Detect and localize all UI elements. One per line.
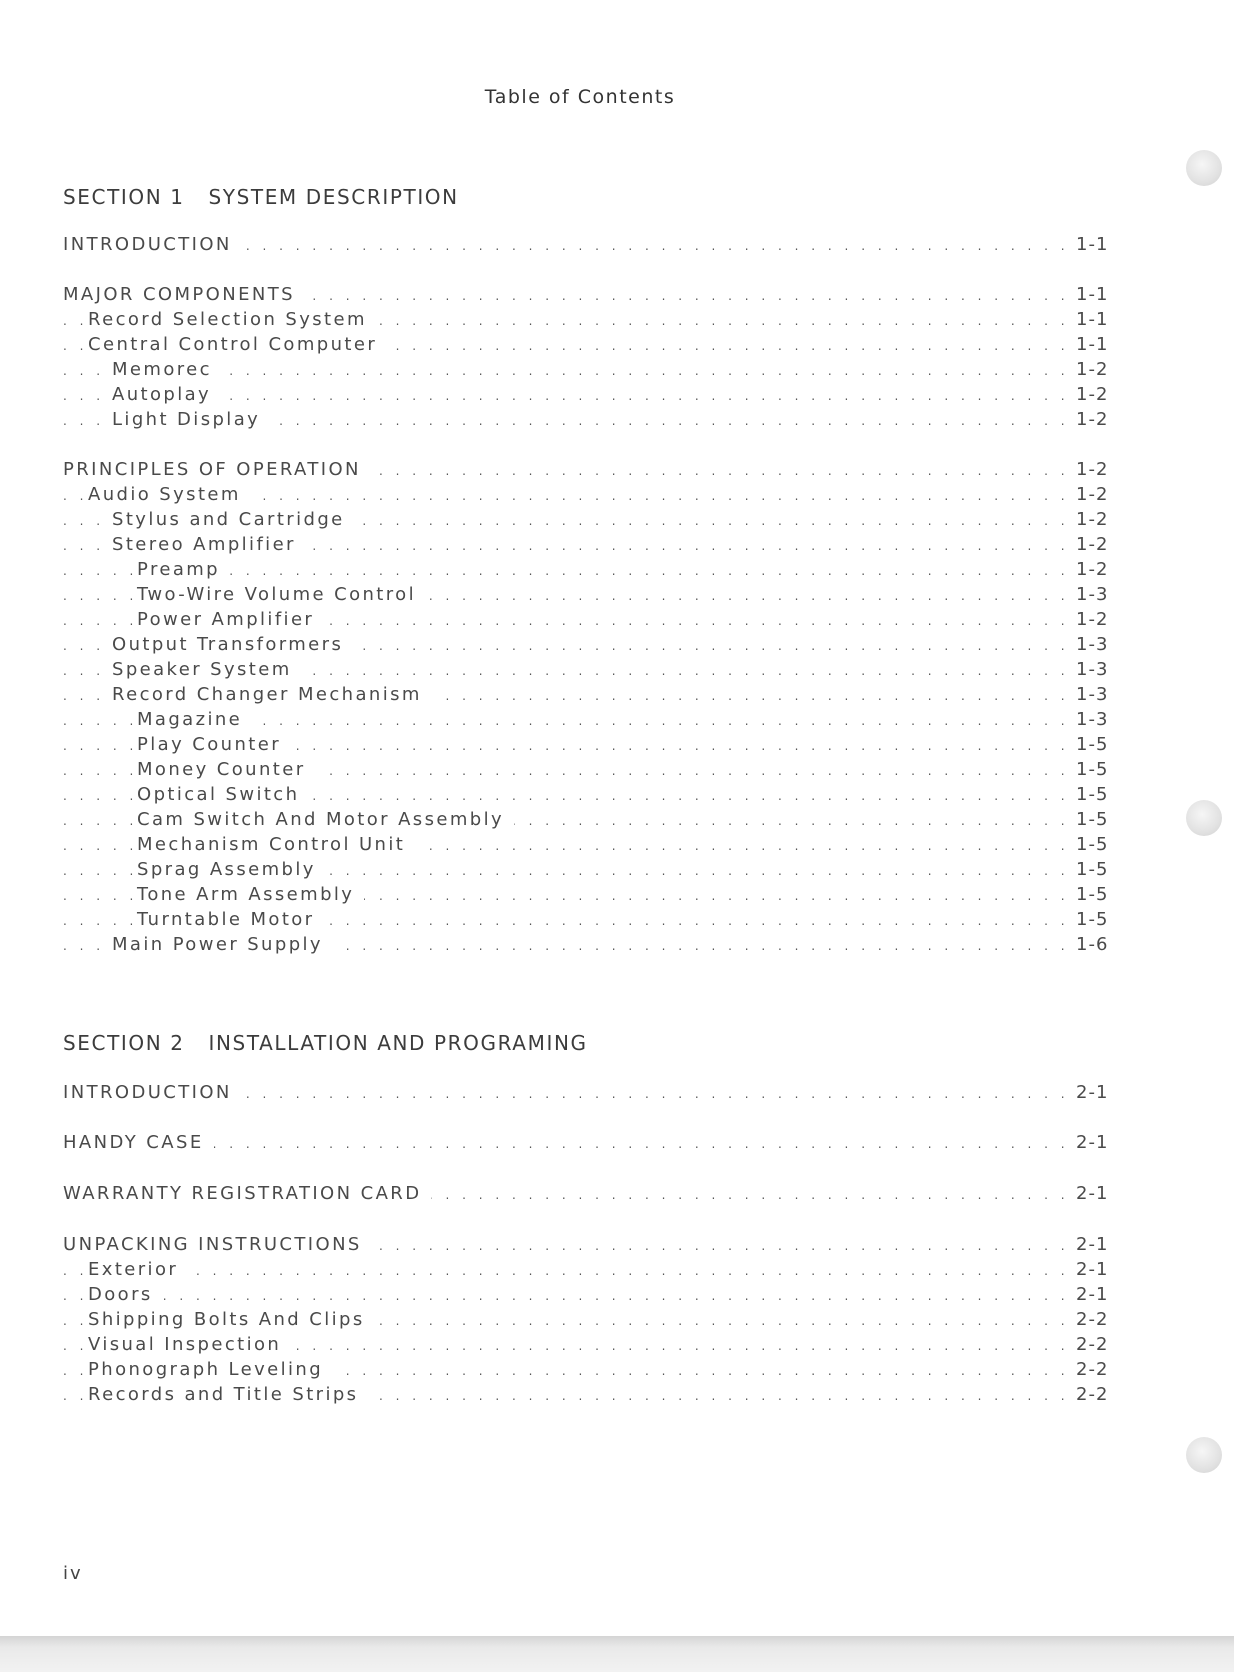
toc-entry-page: 1-2 <box>1072 459 1108 480</box>
toc-entry-title: Output Transformers <box>112 634 353 655</box>
toc-entry-title: Cam Switch And Motor Assembly <box>137 809 514 830</box>
toc-entry-page: 1-5 <box>1072 809 1108 830</box>
toc-entry-title: Audio System <box>88 484 251 505</box>
toc-entry-title: Exterior <box>88 1259 188 1280</box>
section-2-heading: SECTION 2 INSTALLATION AND PROGRAMING <box>63 1031 588 1055</box>
toc-entry-page: 1-3 <box>1072 684 1108 705</box>
toc-entry-title: Shipping Bolts And Clips <box>88 1309 375 1330</box>
punch-hole <box>1186 150 1222 186</box>
toc-entry[interactable] <box>0 509 1110 533</box>
scan-bottom-edge <box>0 1636 1234 1672</box>
toc-entry[interactable] <box>0 309 1110 333</box>
page-title: Table of Contents <box>484 86 676 108</box>
toc-entry-title: UNPACKING INSTRUCTIONS <box>63 1234 372 1255</box>
toc-entry-title: Phonograph Leveling <box>88 1359 333 1380</box>
toc-entry-title: PRINCIPLES OF OPERATION <box>63 459 371 480</box>
toc-entry[interactable] <box>0 609 1110 633</box>
toc-entry-title: Visual Inspection <box>88 1334 291 1355</box>
toc-entry-title: Preamp <box>137 559 230 580</box>
toc-entry[interactable] <box>0 734 1110 758</box>
toc-entry[interactable] <box>0 659 1110 683</box>
toc-entry-page: 1-5 <box>1072 834 1108 855</box>
toc-entry-page: 1-1 <box>1072 234 1108 255</box>
toc-entry-title: Speaker System <box>112 659 302 680</box>
page-number: iv <box>63 1563 83 1584</box>
toc-entry[interactable] <box>0 709 1110 733</box>
toc-entry[interactable] <box>0 1234 1110 1258</box>
toc-entry[interactable] <box>0 1359 1110 1383</box>
toc-entry-page: 1-2 <box>1072 559 1108 580</box>
toc-entry-title: Money Counter <box>137 759 316 780</box>
toc-entry-page: 1-5 <box>1072 759 1108 780</box>
toc-entry[interactable] <box>0 234 1110 258</box>
toc-entry[interactable] <box>0 1132 1110 1156</box>
toc-entry-page: 1-3 <box>1072 659 1108 680</box>
toc-entry[interactable] <box>0 559 1110 583</box>
toc-entry-page: 2-2 <box>1072 1359 1108 1380</box>
toc-entry[interactable] <box>0 634 1110 658</box>
toc-entry[interactable] <box>0 409 1110 433</box>
toc-entry-page: 1-5 <box>1072 784 1108 805</box>
toc-entry-title: Memorec <box>112 359 222 380</box>
toc-entry-title: Central Control Computer <box>88 334 387 355</box>
toc-entry-page: 1-1 <box>1072 334 1108 355</box>
toc-entry-page: 2-2 <box>1072 1309 1108 1330</box>
toc-entry-page: 1-2 <box>1072 359 1108 380</box>
toc-entry[interactable] <box>0 584 1110 608</box>
toc-entry-page: 1-2 <box>1072 409 1108 430</box>
toc-entry-title: Main Power Supply <box>112 934 333 955</box>
toc-entry-page: 1-1 <box>1072 284 1108 305</box>
toc-entry[interactable] <box>0 1334 1110 1358</box>
toc-entry-page: 1-3 <box>1072 634 1108 655</box>
toc-entry-page: 1-2 <box>1072 534 1108 555</box>
toc-entry-page: 1-5 <box>1072 859 1108 880</box>
toc-entry[interactable] <box>0 809 1110 833</box>
toc-entry-page: 2-1 <box>1072 1234 1108 1255</box>
section-1-heading: SECTION 1 SYSTEM DESCRIPTION <box>63 185 459 209</box>
punch-hole <box>1186 1437 1222 1473</box>
toc-entry-title: Power Amplifier <box>137 609 324 630</box>
toc-entry-title: INTRODUCTION <box>63 1082 242 1103</box>
toc-entry-page: 2-1 <box>1072 1183 1108 1204</box>
toc-entry-title: MAJOR COMPONENTS <box>63 284 305 305</box>
toc-entry[interactable] <box>0 834 1110 858</box>
toc-entry-page: 2-2 <box>1072 1384 1108 1405</box>
toc-entry-title: Play Counter <box>137 734 291 755</box>
toc-entry[interactable] <box>0 684 1110 708</box>
toc-entry-page: 2-1 <box>1072 1132 1108 1153</box>
punch-hole <box>1186 800 1222 836</box>
toc-entry-title: Autoplay <box>112 384 221 405</box>
toc-entry-title: Stylus and Cartridge <box>112 509 355 530</box>
toc-entry-title: Two-Wire Volume Control <box>137 584 426 605</box>
toc-entry[interactable] <box>0 534 1110 558</box>
toc-entry-title: Doors <box>88 1284 163 1305</box>
toc-entry-page: 1-6 <box>1072 934 1108 955</box>
toc-entry-title: HANDY CASE <box>63 1132 214 1153</box>
toc-entry-title: Record Selection System <box>88 309 377 330</box>
toc-entry-title: Tone Arm Assembly <box>137 884 364 905</box>
toc-entry-page: 1-2 <box>1072 484 1108 505</box>
toc-entry-title: Sprag Assembly <box>137 859 326 880</box>
toc-entry[interactable] <box>0 759 1110 783</box>
toc-entry[interactable] <box>0 1259 1110 1283</box>
toc-entry[interactable] <box>0 484 1110 508</box>
toc-entry-title: INTRODUCTION <box>63 234 242 255</box>
dot-leader <box>63 1264 1073 1278</box>
toc-entry[interactable] <box>0 334 1110 358</box>
toc-entry-title: WARRANTY REGISTRATION CARD <box>63 1183 431 1204</box>
toc-entry-title: Stereo Amplifier <box>112 534 306 555</box>
toc-entry[interactable] <box>0 884 1110 908</box>
toc-entry-page: 1-5 <box>1072 884 1108 905</box>
toc-entry-page: 2-1 <box>1072 1082 1108 1103</box>
toc-entry-page: 2-2 <box>1072 1334 1108 1355</box>
toc-entry-page: 1-2 <box>1072 509 1108 530</box>
toc-entry-title: Records and Title Strips <box>88 1384 368 1405</box>
toc-entry[interactable] <box>0 784 1110 808</box>
toc-entry[interactable] <box>0 384 1110 408</box>
toc-entry-page: 1-3 <box>1072 584 1108 605</box>
toc-entry-title: Record Changer Mechanism <box>112 684 432 705</box>
toc-entry[interactable] <box>0 1309 1110 1333</box>
toc-entry-page: 1-5 <box>1072 909 1108 930</box>
toc-entry[interactable] <box>0 1384 1110 1408</box>
toc-entry[interactable] <box>0 459 1110 483</box>
toc-entry[interactable] <box>0 284 1110 308</box>
toc-entry[interactable] <box>0 909 1110 933</box>
toc-entry[interactable] <box>0 1183 1110 1207</box>
toc-entry-page: 1-5 <box>1072 734 1108 755</box>
toc-entry-page: 2-1 <box>1072 1259 1108 1280</box>
toc-entry[interactable] <box>0 1082 1110 1106</box>
dot-leader <box>63 1289 1073 1303</box>
toc-entry[interactable] <box>0 934 1110 958</box>
toc-entry-page: 1-3 <box>1072 709 1108 730</box>
toc-entry[interactable] <box>0 359 1110 383</box>
toc-entry-page: 1-2 <box>1072 384 1108 405</box>
toc-entry-title: Light Display <box>112 409 270 430</box>
toc-entry[interactable] <box>0 1284 1110 1308</box>
dot-leader <box>63 1137 1073 1151</box>
toc-entry-title: Mechanism Control Unit <box>137 834 415 855</box>
toc-entry[interactable] <box>0 859 1110 883</box>
toc-entry-title: Magazine <box>137 709 252 730</box>
toc-entry-page: 1-1 <box>1072 309 1108 330</box>
toc-entry-page: 1-2 <box>1072 609 1108 630</box>
toc-entry-page: 2-1 <box>1072 1284 1108 1305</box>
toc-entry-title: Optical Switch <box>137 784 309 805</box>
toc-entry-title: Turntable Motor <box>137 909 325 930</box>
